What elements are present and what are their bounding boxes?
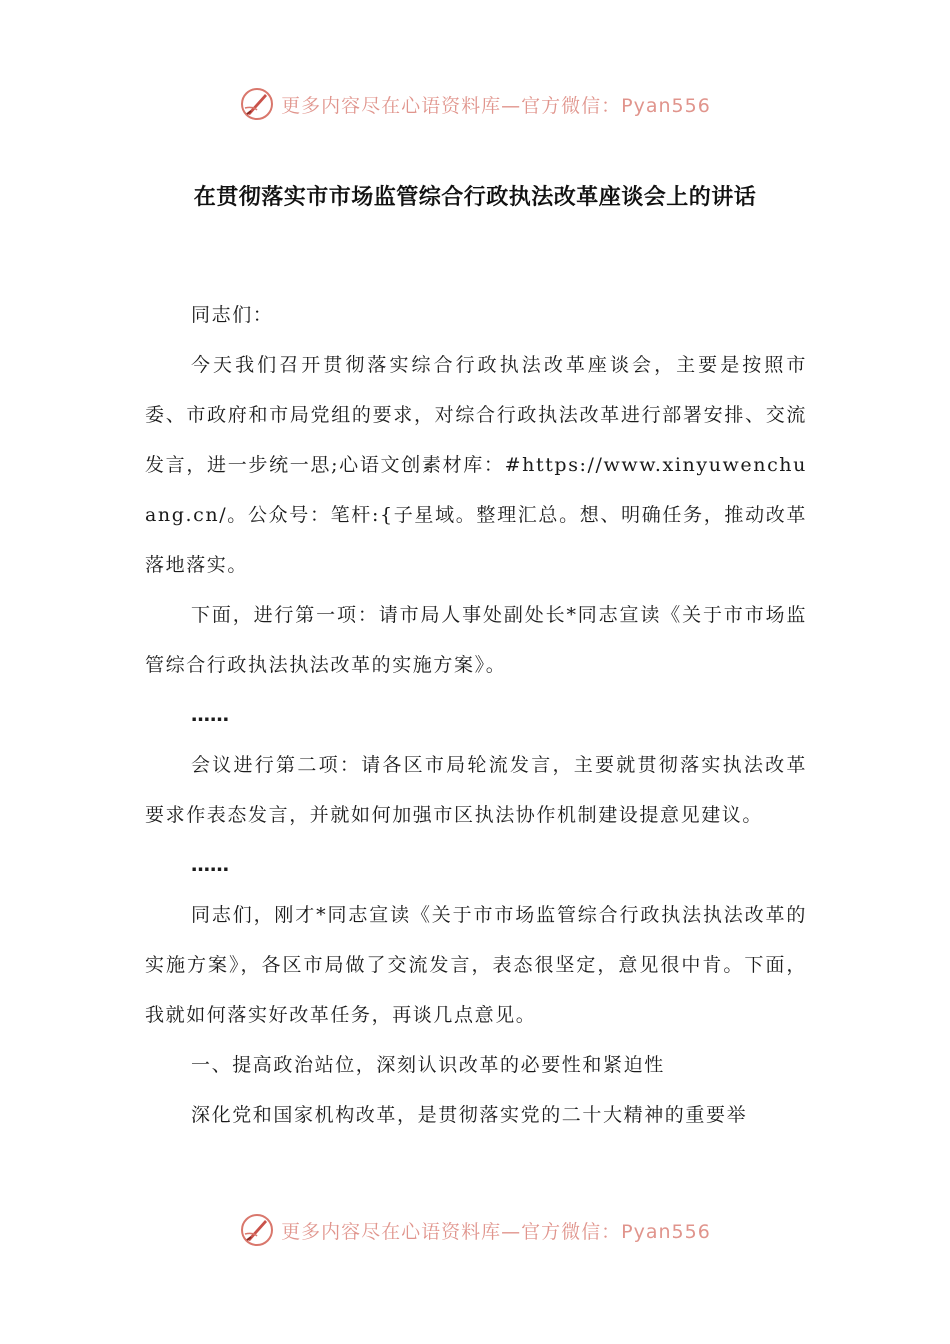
watermark-banner-bottom [0,1208,950,1252]
section-heading: 一、提高政治站位，深刻认识改革的必要性和紧迫性 [191,1054,665,1076]
watermark-wechat-id: Pyan556 [621,1220,711,1243]
body-paragraph: 下面，进行第一项：请市局人事处副处长*同志宣读《关于市市场监管综合行政执法执法改革的实施方案》。 [145,604,807,676]
watermark-wechat-id: Pyan556 [621,94,711,117]
watermark-text: 更多内容尽在心语资料库—官方微信： [281,94,622,117]
document-title: 在贯彻落实市市场监管综合行政执法改革座谈会上的讲话 [193,185,757,210]
watermark-banner-top [0,82,950,126]
body-paragraph: 深化党和国家机构改革，是贯彻落实党的二十大精神的重要举 [191,1104,748,1126]
document-body [145,290,807,1140]
body-paragraph: 会议进行第二项：请各区市局轮流发言，主要就贯彻落实执法改革要求作表态发言，并就如何加强市区执法协作机制建设提意见建议。 [145,754,807,826]
body-paragraph: 今天我们召开贯彻落实综合行政执法改革座谈会，主要是按照市委、市政府和市局党组的要求，对综合行政执法改革进行部署安排、交流发言，进一步统一思;心语文创素材库：#https://www.xinyuwenchuang.cn/。公众号：笔杆:{子星域。整理汇总。想、明确任务，推动改革落地落实。 [145,354,807,576]
quill-logo-icon [239,1212,275,1248]
body-paragraph: 同志们，刚才*同志宣读《关于市市场监管综合行政执法执法改革的实施方案》，各区市局做了交流发言，表态很坚定，意见很中肯。下面，我就如何落实好改革任务，再谈几点意见。 [145,904,807,1026]
watermark-text: 更多内容尽在心语资料库—官方微信： [281,1220,622,1243]
ellipsis-separator: …… [191,854,229,876]
salutation: 同志们： [191,304,274,326]
quill-logo-icon [239,86,275,122]
ellipsis-separator: …… [191,704,229,726]
